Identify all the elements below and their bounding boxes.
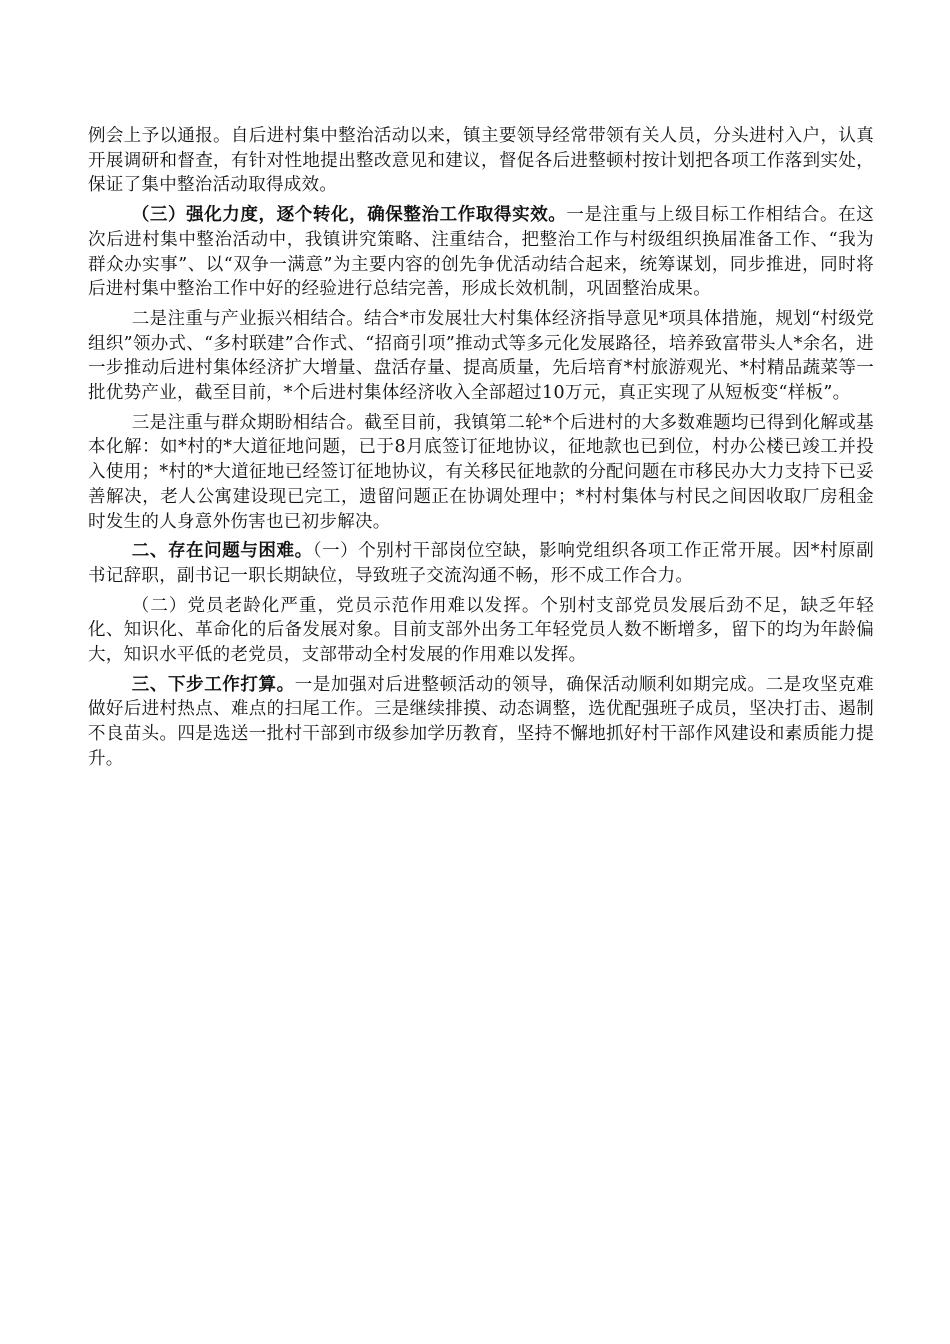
- paragraph-7: [88, 673, 874, 772]
- paragraph-1: [88, 124, 874, 198]
- paragraph-2: [88, 203, 874, 302]
- section-heading-plans: 三、下步工作打算。: [131, 674, 295, 695]
- paragraph-7-text: 一是加强对后进整顿活动的领导，确保活动顺利如期完成。二是攻坚克难做好后进村热点、难点的扫尾工作。三是继续排摸、动态调整，选优配强班子成员，坚决打击、遏制不良苗头。四是选送一批村干部到市级参加学历教育，坚持不懈地抓好村干部作风建设和素质能力提升。: [88, 674, 874, 769]
- paragraph-5: [88, 539, 874, 588]
- paragraph-6: [88, 594, 874, 668]
- document-page: [88, 124, 874, 777]
- paragraph-4: [88, 411, 874, 535]
- paragraph-1-text: 例会上予以通报。自后进村集中整治活动以来，镇主要领导经常带领有关人员，分头进村入户，认真开展调研和督查，有针对性地提出整改意见和建议，督促各后进整顿村按计划把各项工作落到实处，保证了集中整治活动取得成效。: [88, 126, 874, 196]
- paragraph-6-text: （二）党员老龄化严重，党员示范作用难以发挥。个别村支部党员发展后劲不足，缺乏年轻化、知识化、革命化的后备发展对象。目前支部外出务工年轻党员人数不断增多，留下的均为年龄偏大，知识水平低的老党员，支部带动全村发展的作用难以发挥。: [88, 595, 874, 666]
- paragraph-3: [88, 307, 874, 406]
- paragraph-3-text: 二是注重与产业振兴相结合。结合*市发展壮大村集体经济指导意见*项具体措施，规划“村级党组织”领办式、“多村联建”合作式、“招商引项”推动式等多元化发展路径，培养致富带头人*余名，进一步推动后进村集体经济扩大增量、盘活存量、提高质量，先后培育*村旅游观光、*村精品蔬菜等一批优势产业，截至目前，*个后进村集体经济收入全部超过10万元，真正实现了从短板变“样板”。: [88, 308, 874, 404]
- section-heading-3: （三）强化力度，逐个转化，确保整治工作取得实效。: [131, 205, 567, 226]
- paragraph-2-text: 一是注重与上级目标工作相结合。在这次后进村集中整治活动中，我镇讲究策略、注重结合，把整治工作与村级组织换届准备工作、“我为群众办实事”、以“双争一满意”为主要内容的创先争优活动结合起来，统筹谋划，同步推进，同时将后进村集中整治工作中好的经验进行总结完善，形成长效机制，巩固整治成果。: [88, 205, 874, 300]
- section-heading-problems: 二、存在问题与困难。: [131, 541, 313, 562]
- paragraph-4-text: 三是注重与群众期盼相结合。截至目前，我镇第二轮*个后进村的大多数难题均已得到化解或基本化解：如*村的*大道征地问题，已于8月底签订征地协议，征地款也已到位，村办公楼已竣工并投入使用；*村的*大道征地已经签订征地协议，有关移民征地款的分配问题在市移民办大力支持下已妥善解决，老人公寓建设现已完工，遗留问题正在协调处理中；*村村集体与村民之间因收取厂房租金时发生的人身意外伤害也已初步解决。: [88, 412, 874, 532]
- paragraph-5-text: （一）个别村干部岗位空缺，影响党组织各项工作正常开展。因*村原副书记辞职，副书记一职长期缺位，导致班子交流沟通不畅，形不成工作合力。: [88, 541, 874, 586]
